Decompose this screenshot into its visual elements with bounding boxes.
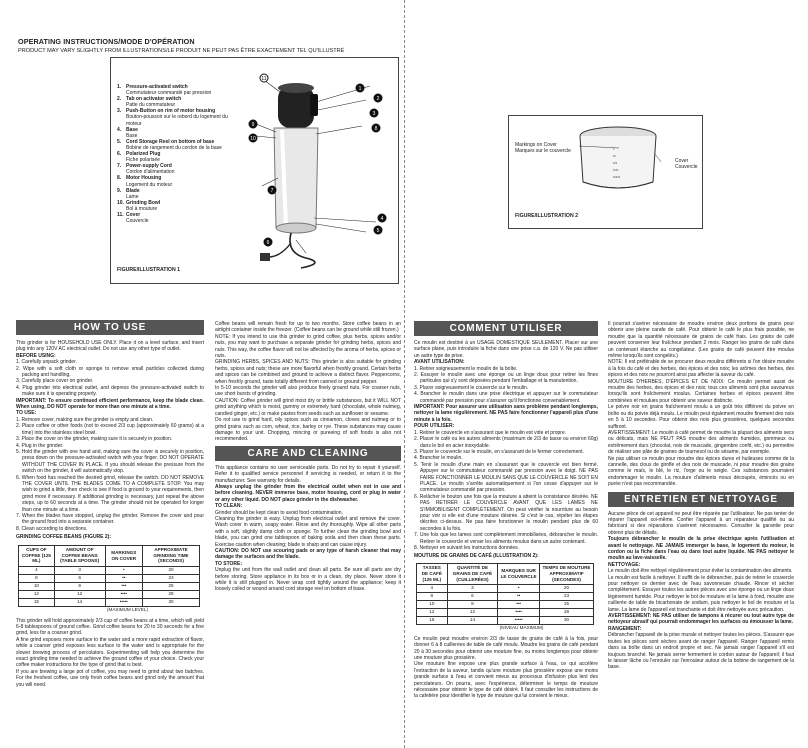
table-header: AMOUNT OF COFFEE BEANS (TABLE SPOONS) [54,545,105,566]
legend-english: Tab on activator switch [126,96,182,103]
step-item: 8. Nettoyer en suivant les instructions données. [414,545,520,551]
cover-label: Cover [675,158,689,164]
table-cell: 3 [54,566,105,574]
table-cell: ••• [498,600,540,608]
cu-intro: Ce moulin est destiné à un USAGE DOMESTIQUE SEULEMENT. Placer sur une surface plane, puis introduire la fiche dans une prise c.a. de 120 V. Ne pas utiliser un autre type de prise. [414,340,598,359]
legend-french: Cordon d'alimentation [126,169,175,176]
table-cell: 30 [143,598,200,606]
legend-item [117,200,235,212]
col4-p1: Il pourrait s'avérer nécessaire de moudre environ deux portions de grains pour obtenir une pleine carafe de café. Pour obtenir le café le plus frais possible, ne moudre que la quantité nécessaire de grains de café frais. Les grains de café peuvent conserver leur fraîcheur pendant 2 mois. Ranger les grains de café dans un contenant étanche au congélateur. (Les grains de café peuvent être moulus même lorsqu'ils sont congelés.) [608,321,794,360]
avant-steps [414,366,598,404]
table-cell: 15 [417,616,448,624]
legend-english: Polarized Plug [126,151,161,158]
legend-number: 3. [117,108,122,115]
figure-1-legend [117,84,235,224]
step-item: 4. Plug in the grinder. [16,442,64,449]
table-cell: 6 [54,574,105,582]
table-header: TASSES DE CAFÉ (125 ML) [417,563,448,584]
callout-number: 4 [380,215,384,222]
grinding-table-title: GRINDING COFFEE BEANS (FIGURE 2): [16,534,112,541]
markings-label-block [515,142,571,154]
legend-number: 7. [117,163,122,170]
cu-after1: Ce moulin peut moudre environ 2/3 de tasse de grains de café à la fois, pour donner 6 à 8 cuillerées de table de café moulu. Moudre les grains de café pendant 20 à 30 secondes pour obtenir une mouture fine, ou moins longtemps pour obtenir une mouture plus grossière. [414,635,598,662]
col4-p5: AVERTISSEMENT: Le moulin à café permet de moudre la plupart des aliments secs ou délicats, mais NE PEUT PAS moudre des aliments humides, gommeux ou extrêmement durs (chocolat, noix de muscade, gingembre confit, etc.) ou permettre de réaliser une pâte de graines de tournesol ou de sésame, par exemple. [608,429,795,456]
table-cell: 20 [143,566,200,574]
table-cell: 20 [540,584,594,592]
table-row [19,582,200,590]
table-cell: 25 [143,582,200,590]
step-item: 4. Brancher le moulin dans une prise électrique et appuyer sur le commutateur commandé par pression pour s'assurer qu'il fonctionne convenablement. [414,391,598,404]
svg-text:•: • [613,146,615,151]
table-header: QUANTITÉ DE GRAINS DE CAFÉ (CUILLERÉES) [447,563,498,584]
table-cell: 8 [417,592,448,600]
table-row [19,590,200,598]
legend-french: Bouton-poussoir sur le rebord du logement du moteur [126,114,228,127]
care-p1: This appliance contains no user serviceable parts. Do not try to repair it yourself. Refer it to qualified service personnel if servicing is needed, or return it to the manufacturer. See warranty for details. [215,464,401,484]
care-store: Unplug the unit from the wall outlet and clean all parts. Be sure all parts are dry before storing. Store appliance in its box or in a clean, dry place. Never store it while it is still plugged in. Never wrap cord tightly around the appliance; keep it loosely coiled or wound around cord storage reel on bottom of base. [215,567,401,593]
avant-label: AVANT UTILISATION: [414,359,465,366]
table-cell: •• [105,574,143,582]
table-cell: 12 [447,608,498,616]
legend-english: Base [126,126,138,133]
to-store-label: TO STORE: [215,560,243,567]
figure-2-caption: FIGURE/ILLUSTRATION 2 [515,213,579,219]
cover-label-fr: Couvercle [675,164,698,170]
svg-text:••••: •••• [613,167,619,172]
legend-french: Base [126,132,138,139]
mouture-table-title: MOUTURE DE GRAINS DE CAFÉ (ILLUSTRATION 2): [414,553,539,560]
markings-label-fr: Marques sur le couvercle [515,148,571,154]
legend-french: Fiche polarisée [126,157,160,164]
legend-item [117,84,235,96]
callout-number: 3 [372,110,376,117]
cu-after2: Une mouture fine expose une plus grande surface à l'eau, ce qui accélère l'extraction de la saveur, tandis qu'une mouture plus grossière expose une moins grande surface à l'eau et convient mieux au processus d'infusion plus lent des percolateurs. On pourra, avec l'expérience, déterminer le temps de mouture nécessaire pour obtenir le type de café désiré. Il faut consulter les instructions de la cafetière pour identifier le type de mouture qui lui convient le mieux. [414,661,598,700]
legend-number: 11. [117,211,124,218]
legend-item [117,212,235,224]
table-cell: ••••• [498,616,540,624]
how-to-use-heading: HOW TO USE [16,320,204,335]
step-item: 6. Relâcher le bouton une fois que la mouture a atteint la consistance désirée. NE PAS RETIRER LE COUVERCLE AVANT QUE LES LAMES NE S'IMMOBILISENT COMPLÈTEMENT. On peut vérifier la nourriture au besoin pour voir si elle est d'une mouture désirée. Si c'est le cas, répéter les étapes décrites ci-dessus. Ne pas faire fonctionner le moulin pendant plus de 60 secondes à la fois. [414,493,598,532]
plug-shape [260,253,270,261]
callout-number: 11 [261,75,267,82]
legend-number: 6. [117,151,122,158]
table-cell: 12 [54,590,105,598]
grinding-table [18,545,200,614]
legend-english: Pressure-activated switch [126,84,188,90]
legend-english: Motor Housing [126,175,162,182]
legend-french: Bobine de rangement du cordon de la base [126,144,222,151]
figure-1-frame [110,57,399,284]
entretien-e8: Débrancher l'appareil de la prise murale et nettoyer toutes les pièces. S'assurer que toutes les pièces sont sèches avant de ranger l'appareil. Ranger l'appareil remis dans sa boîte dans un endroit propre et sec. Ne jamais ranger l'appareil s'il est toujours branché. Ne jamais serrer fermement le cordon autour de l'appareil; il faut le laisser lâche ou l'enrouler sur l'enrouleur autour de la bobine de rangement de la base. [608,632,794,671]
legend-french: Lame [126,193,139,200]
care-p5: Cleaning the grinder is easy. Unplug from electrical outlet and remove the cover. Wash cover in warm, soapy water. Rinse and dry thoroughly. Wipe all other parts with a soft, slightly damp cloth or sponge. To further clean the grinding bowl and blade, you can grind one tablespoon of baking soda and then clean these parts. Exercise caution when cleaning; blade is sharp and can cause injury. [215,515,401,548]
step-item: 5. Hold the grinder with one hand and, making sure the cover is securely in position, press down on the pressure-activated switch with your finger. DO NOT OPERATE WITHOUT THE COVER IN PLACE. If you should release the pressure from the switch on the grinder, it will automatically stop. [16,448,204,475]
table-cell: •••• [105,590,143,598]
callout-number: 7 [270,187,274,194]
table-header: CUPS OF COFFEE (125 ML) [19,545,55,566]
grinder-illustration [246,68,396,283]
callout-number: 8 [374,125,378,132]
table-row [19,598,200,606]
care-p2: Always unplug the grinder from the electrical outlet when not in use and before cleaning. NEVER immerse base, motor housing, cord or plug in water or any other liquid. DO NOT place grinder in the dishwasher. [215,483,401,503]
step-item: 5. Tenir le moulin d'une main en s'assurant que le couvercle est bien fermé. Appuyer sur le commutateur commandé par pression avec le doigt. NE PAS FAIRE FONCTIONNER LE MOULIN SANS QUE LE COUVERCLE NE SOIT EN PLACE. Le moulin s'arrête automatiquement si l'on cesse d'appuyer sur le commutateur commandé par pression. [414,461,598,494]
markings-label: Markings on Cover [515,142,557,148]
table-cell: 4 [417,584,448,592]
pour-label: POUR UTILISER: [414,423,455,430]
step-item: 7. When the blades have stopped, unplug the grinder. Remove the cover and pour the ground food into a separate container. [16,512,204,526]
table-row [417,616,594,624]
legend-french: Bol à mouture [126,205,158,212]
entretien-e5: Le moulin est facile à nettoyer. Il suffit de le débrancher, puis de retirer le couvercle pour nettoyer ce dernier avec de l'eau savonneuse chaude. Rincer et sécher complètement. Essuyer toutes les autres pièces avec une éponge ou un linge doux légèrement humide. Pour nettoyer le bol de mouture et la lame à fond, moudre une cuillerée de table de bicarbonate de sodium, puis nettoyer le bol de mouture et la lame. La lame de l'appareil est tranchante et doit être nettoyée avec précaution. [608,574,794,613]
table-cell: •••• [498,608,540,616]
table-cell: 9 [54,582,105,590]
step-item: 1. Remove cover, making sure the grinder is empty and clean. [16,416,154,423]
table-cell: ••• [105,582,143,590]
column-2 [215,321,401,593]
after-table-3: If you are brewing a large pot of coffee, you may need to grind about two batches. For the freshest coffee, use only fresh coffee beans and grind only the amount that you will need. [16,668,204,688]
col2-p5: CAUTION: Coffee grinder will grind most dry or brittle substances, but it WILL NOT grind anything which is moist, gummy or extremely hard (chocolate, whole nutmeg, candied ginger, etc.) or make pastes from seeds such as sunflower or sesame. [215,397,401,417]
table-note: (MAXIMUM LEVEL) [107,606,148,612]
after-table-1: This grinder will hold approximately 2/3 cup of coffee beans at a time, which will yield 6-8 tablespoons of ground coffee. Grind coffee beans for 20 to 30 seconds for a fine grind, less for a coarser grind. [16,617,204,637]
comment-utiliser-column [414,340,598,700]
legend-french: Logement du moteur [126,181,173,188]
entretien-e4: Le moulin doit être nettoyé régulièrement pour éviter la contamination des aliments. [608,568,793,575]
table-row [19,574,200,582]
legend-english: Grinding Bowl [126,199,161,206]
table-cell: 12 [417,608,448,616]
how-to-use-column [16,340,204,688]
step-item: 2. Essuyer le moulin avec une éponge ou un linge doux pour retirer les fines particules qui s'y sont déposées pendant l'emballage et la manutention. [414,372,598,385]
col4-p6: Ne pas utiliser ce moulin pour moudre des épices dures et huileuses comme de la cannelle, des clous de girofle et des noix de muscade, ni pour moudre des grains comme le maïs, le blé, le riz, l'orge ou le seigle. Ces substances pourraient endommager le moulin. La mouture d'aliments mous découpés, émincés ou en purée n'est pas recommandée. [608,455,794,488]
power-cord-shape [290,233,315,268]
legend-english: Cord Storage Reel on bottom of base [126,138,215,145]
col2-p3: GRINDING HERBS, SPICES AND NUTS: This grinder is also suitable for grinding herbs, spices and nuts; these are more flavorful when freshly ground. Certain herbs and spices can be combined and ground to achieve a distinct flavor. Peppercorns, when freshly ground, taste totally different from canned or ground pepper. [215,359,401,385]
cu-important: IMPORTANT: Pour assurer une utilisation sans problème pendant longtemps, nettoyer la lame régulièrement. NE PAS faire fonctionner l'appareil plus d'une minute à la fois. [414,404,598,423]
table-header: APPROXIMATE GRINDING TIME (SECONDS) [143,545,200,566]
legend-item [117,139,235,151]
to-clean-label: TO CLEAN: [215,503,243,510]
table-cell: 15 [19,598,55,606]
step-item: 6. When food has reached the desired grind, release the switch. DO NOT REMOVE THE COVER UNTIL THE BLADES COME TO A COMPLETE STOP. You may wish to grind a little, then check to see if food is ground to your requirements, then grind more if necessary. If additional grinding is necessary, just repeat the above steps, up to 60 seconds at a time. The grinder should not be operated for longer than one minute at a time. [16,474,204,513]
table-cell: 14 [447,616,498,624]
table-cell: 28 [540,608,594,616]
col2-p2: NOTE: If you intend to use this grinder to grind coffee, plus herbs, spices and/or nuts, you may want to purchase a separate grinder for grinding herbs, spices and nuts. This way, the coffee flavor will not be affected by the aroma of herbs, spices or nuts. [215,333,401,360]
care-caution: CAUTION: DO NOT use scouring pads or any type of harsh cleaner that may damage the surfaces and the blade. [215,548,401,561]
step-item: 1. Retirer le couvercle en s'assurant que le moulin est vide et propre. [414,429,567,436]
rangement-label: RANGEMENT: [608,625,642,632]
table-note: (NIVEAU MAXIMUM) [499,625,544,631]
table-row [417,592,594,600]
svg-text:••: •• [613,153,616,158]
legend-item [117,96,235,108]
to-use-steps [16,417,204,532]
table-cell: 3 [447,584,498,592]
callout-number: 10 [250,135,256,142]
col2-p6: Do not use to grind hard, oily spices such as cinnamon, cloves and nutmeg or to grind grains such as corn, wheat, rice, barley or rye. These substances may cause damage to your unit. Chopping, mincing or pureeing of soft foods is also not recommended. [215,417,401,443]
table-row [417,584,594,592]
table-cell: 10 [417,600,448,608]
column-4 [608,321,794,671]
legend-english: Blade [126,187,140,194]
col4-p2: NOTE: Il est préférable de se procurer deux moulins différents si l'on désire moudre à la fois du café et des herbes, des épices et des noix; les arômes des herbes, des épices et des noix ne pourront ainsi pas affecter la saveur du café. [608,359,794,379]
table-header: MARQUES SUR LE COUVERCLE [498,563,540,584]
how-to-use-intro: This grinder is for HOUSEHOLD USE ONLY. Place it on a level surface, and insert plug into any 120V AC electrical outlet. Do not use any other type of outlet. [16,340,204,353]
legend-french: Couvercle [126,218,149,225]
table-cell: 23 [143,574,200,582]
step-item: 4. Brancher le moulin. [414,455,463,462]
table-cell: 8 [19,574,55,582]
col4-p3: MOUTURE D'HERBES, D'ÉPICES ET DE NOIX: Ce moulin permet aussi de moudre des herbes, des épices et des noix; tous ces aliments sont plus savoureux lorsqu'ils sont fraîchement moulus. Certaines herbes et épices peuvent être combinées et moulues pour obtenir une saveur distincte. [608,378,794,404]
table-header: TEMPS DE MOUTURE APPROXIMATIF (SECONDES) [540,563,594,584]
legend-item [117,127,235,139]
nettoyage-label: NETTOYAGE: [608,561,641,568]
table-cell: 4 [19,566,55,574]
table-row [19,566,200,574]
table-cell: 28 [143,590,200,598]
entretien-e6: AVERTISSEMENT: NE PAS utiliser de tampons à récurer ou tout autre type de nettoyeur abrasif qui pourrait endommager les surfaces ou émousser la lame. [608,613,794,626]
legend-english: Push-Button on rim of motor housing [126,108,216,115]
legend-number: 9. [117,187,122,194]
step-item: 1. Retirer soigneusement le moulin de la boîte. [414,365,518,372]
important-note: IMPORTANT: To ensure continued efficient performance, keep the blade clean. When using, DO NOT operate for more than one minute at a time. [16,397,204,411]
table-header: MARKINGS ON COVER [105,545,143,566]
table-cell: ••••• [105,598,143,606]
legend-item [117,175,235,187]
legend-item [117,108,235,126]
step-item: 2. Place coffee or other foods (not to exceed 2/3 cup (approximately 60 grams) at a time) into the stainless steel bowl. [16,423,204,436]
step-item: 3. Place the cover on the grinder, making sure it is securely in position. [16,436,173,443]
step-item: 3. Placer soigneusement le couvercle sur le moulin. [414,384,529,391]
legend-number: 1. [117,84,122,90]
to-use-label: TO USE: [16,410,37,417]
grinder-switch-shape [310,94,318,116]
table-cell: 14 [54,598,105,606]
callout-number: 1 [358,85,362,92]
callout-number: 6 [266,239,270,246]
table-cell: 25 [540,600,594,608]
col2-p1: Coffee beans will remain fresh for up to two months. Store coffee beans in an airtight container inside the freezer. (Coffee beans can be ground while still frozen.) [215,321,401,334]
comment-utiliser-heading: COMMENT UTILISER [414,321,598,336]
page-title: OPERATING INSTRUCTIONS/MODE D'OPÉRATION [18,37,195,46]
pour-steps [414,430,598,552]
table-cell: 6 [447,592,498,600]
table-cell: 30 [540,616,594,624]
table-cell: •• [498,592,540,600]
table-cell: • [498,584,540,592]
mouture-table [416,563,594,632]
step-item: 3. Carefully place cover on grinder. [16,378,94,385]
legend-item [117,188,235,200]
legend-number: 2. [117,96,122,103]
care-cleaning-heading: CARE AND CLEANING [215,446,401,461]
entretien-e1: Aucune pièce de cet appareil ne peut être réparée par l'utilisateur. Ne pas tenter de réparer l'appareil soi-même. Confier l'appareil à un réparateur qualifié ou au fabricant si des réparations s'avèrent nécessaires. Consulter la garantie pour obtenir plus de détails. [608,510,794,536]
svg-text:•••••: ••••• [613,174,621,179]
svg-text:•••: ••• [613,160,618,165]
legend-french: Commutateur commandé par pression [126,90,212,97]
step-item: 7. Une fois que les lames sont complètement immobilisées, débrancher le moulin. Retirer le couvercle et verser les aliments moulus dans un autre contenant. [414,532,598,545]
table-row [417,600,594,608]
step-item: 1. Carefully unpack grinder. [16,359,77,366]
col2-p4: In 5-10 seconds the grinder will also produce finely ground nuts. For coarser nuts, use short bursts of grinding. [215,385,401,398]
step-item: 2. Placer le café ou les autres aliments (maximum de 2/3 de tasse ou environ 60g) dans le bol en acier inoxydable. [414,436,598,449]
legend-number: 4. [117,126,122,133]
legend-french: Patte du commutateur [126,102,176,109]
entretien-heading: ENTRETIEN ET NETTOYAGE [608,492,794,507]
table-row [417,608,594,616]
figure-2-frame [508,115,703,229]
callout-number: 2 [376,95,380,102]
legend-number: 8. [117,175,122,182]
care-p4: Grinder should be kept clean to avoid food contamination. [215,509,343,516]
col4-p4: Le poivre noir en grains fraîchement moulu a un goût très différent du poivre en boîte ou du poivre déjà moulu. Le moulin peut également moudre finement des noix en 5 à 10 secondes. Pour obtenir des noix plus grossières, quelques secondes suffiront. [608,404,794,430]
legend-number: 10. [117,199,124,206]
entretien-e2: Toujours débrancher le moulin de la prise électrique après l'utilisation et avant le nettoyage. NE JAMAIS immerger la base, le logement du moteur, le cordon ou la fiche dans l'eau ou dans tout autre liquide. NE PAS nettoyer le moulin au lave-vaisselle. [608,536,794,562]
figure-1-caption: FIGURE/ILLUSTRATION 1 [117,267,181,273]
legend-item [117,163,235,175]
table-cell: 9 [447,600,498,608]
callout-number: 9 [251,121,255,128]
legend-english: Cover [126,211,141,218]
legend-item [117,151,235,163]
callout-number: 5 [376,227,380,234]
center-divider [404,0,405,748]
legend-english: Power-supply Cord [126,163,172,170]
step-item: 2. Wipe with a soft cloth or sponge to remove small particles collected during packing and handling. [16,365,204,379]
step-item: 8. Clean according to directions. [16,525,88,532]
page-subtitle: PRODUCT MAY VARY SLIGHTLY FROM ILLUSTRATIONS/LE PRODUIT NE PEUT PAS ÊTRE EXACTEMENT TEL QU'ILLUSTRÉ [18,48,345,54]
table-cell: 10 [19,582,55,590]
after-table-2: A fine grind exposes more surface to the water and a more rapid extraction of flavor, while a coarser grind exposes less surface to the water and is appropriate for the slower brewing process of percolators. Experimenting will help you determine the exact grinding time needed to achieve the ground coffee of your choice. Check your coffee maker instructions for the type of grind that is best. [16,636,204,669]
step-item: 3. Placer le couvercle sur le moulin, en s'assurant de le fermer correctement. [414,448,584,455]
table-cell: 12 [19,590,55,598]
step-item: 4. Plug grinder into electrical outlet, and depress the pressure-activated switch to make sure it is operating properly. [16,384,204,398]
before-using-label: BEFORE USING: [16,352,56,359]
cover-illustration [573,124,663,194]
before-using-steps [16,359,204,397]
cover-label-block [675,158,698,170]
legend-number: 5. [117,138,122,145]
table-cell: • [105,566,143,574]
table-cell: 23 [540,592,594,600]
